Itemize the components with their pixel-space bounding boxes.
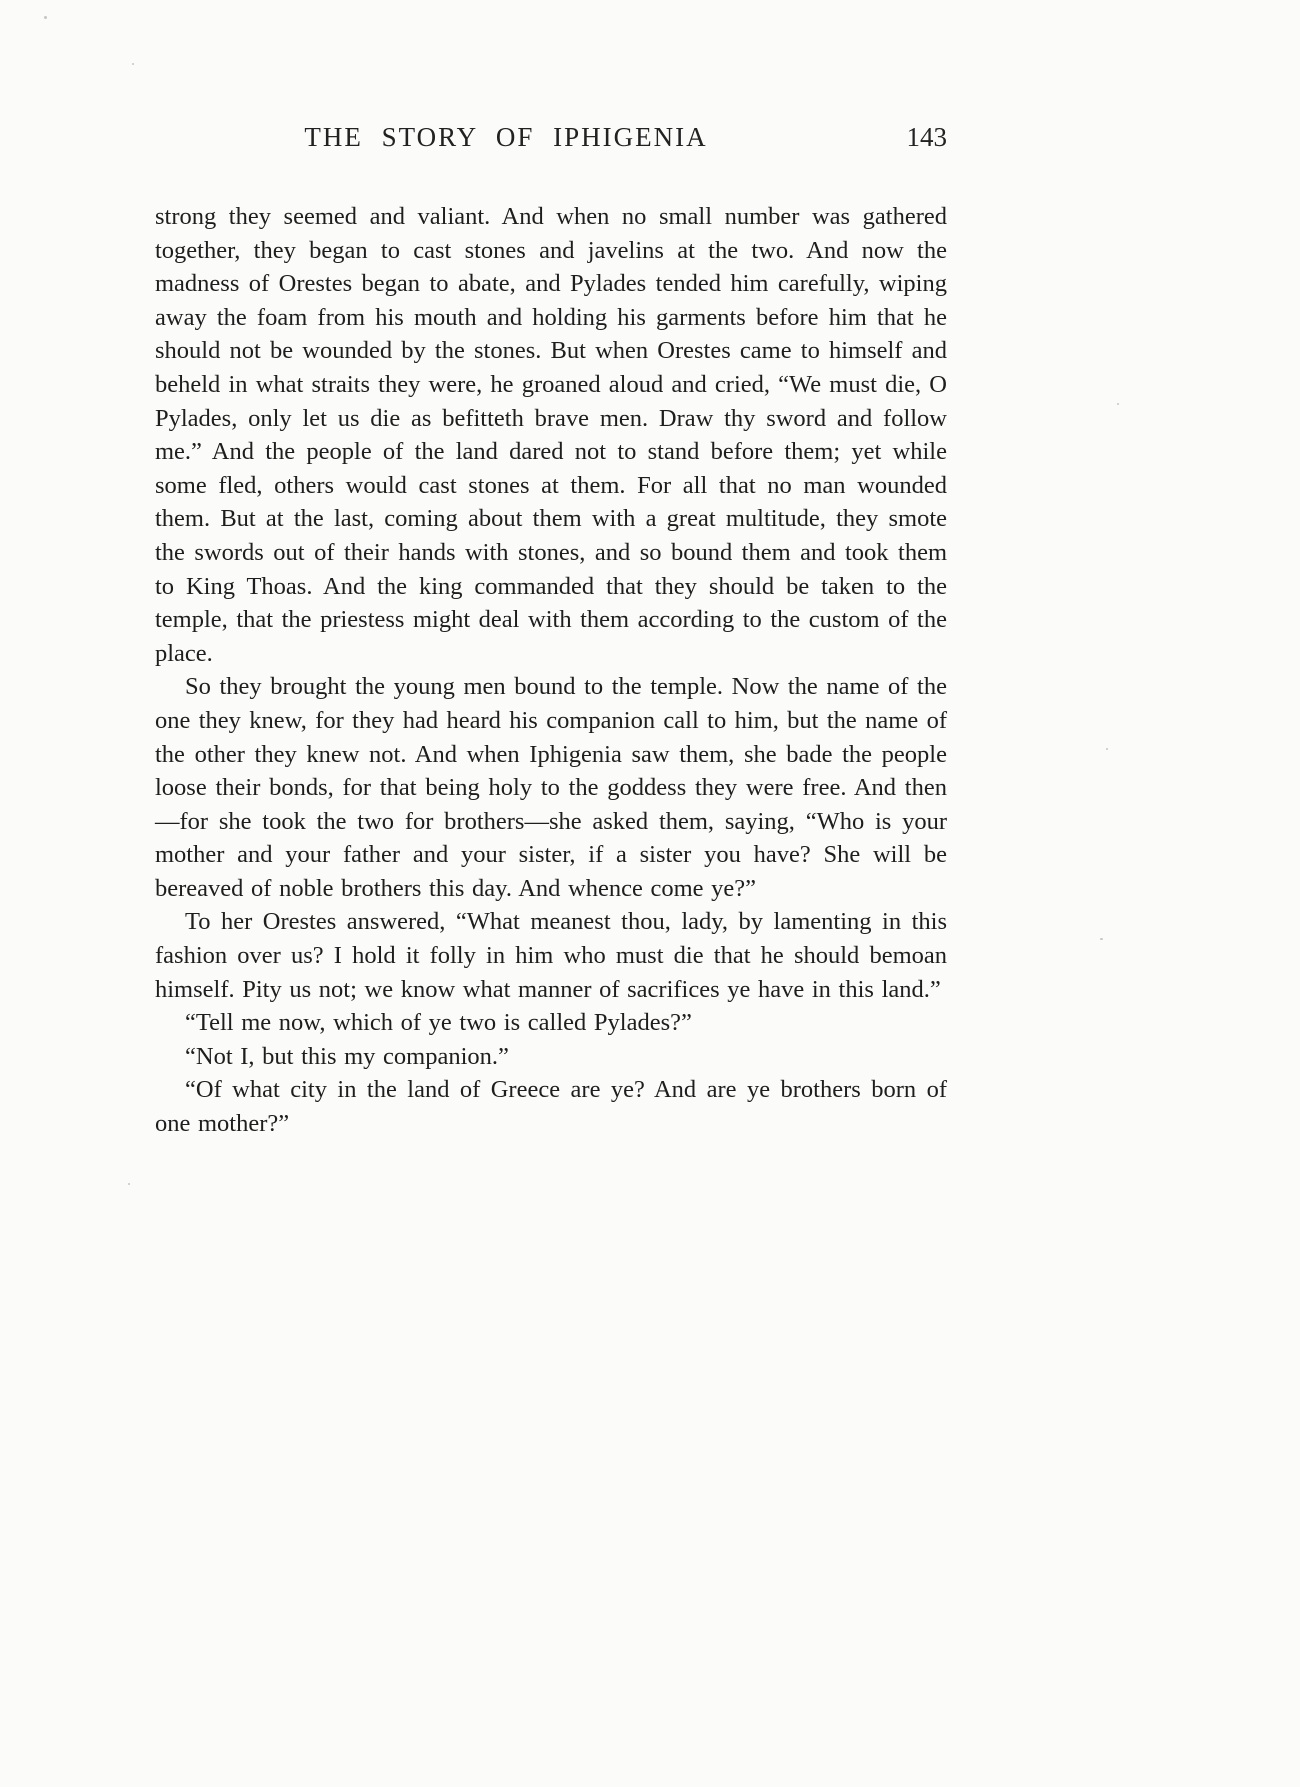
scan-speck [1117,403,1119,405]
scan-speck [132,63,134,65]
paragraph-6: “Of what city in the land of Greece are ye? And are ye brothers born of one mother?” [155,1076,947,1138]
page-body [155,200,947,1141]
scan-speck [44,16,47,19]
paragraph-5: “Not I, but this my companion.” [185,1042,509,1070]
paragraph-2: So they brought the young men bound to the temple. Now the name of the one they knew, for they had heard his companion call to him, but the name of the other they knew not. And when Iphigenia saw them, she bade the people loose their bonds, for that being holy to the goddess they were free. And then—for she took the two for brothers—she asked them, saying, “Who is your mother and your father and your sister, if a sister you have? She will be bereaved of noble brothers this day. And whence come ye?” [155,673,947,902]
paragraph-3: To her Orestes answered, “What meanest thou, lady, by lamenting in this fashion over us? I hold it folly in him who must die that he should bemoan himself. Pity us not; we know what manner of sacrifices ye have in this land.” [155,908,947,1003]
running-head [155,122,947,162]
scan-speck [128,1183,130,1185]
paragraph-4: “Tell me now, which of ye two is called Pylades?” [185,1009,692,1037]
scan-speck [1106,748,1108,750]
page-title: THE STORY OF IPHIGENIA [304,122,708,152]
paragraph-1: strong they seemed and valiant. And when no small number was gathered together, they began to cast stones and javelins at the two. And now the madness of Orestes began to abate, and Pylades tended him carefully, wiping away the foam from his mouth and holding his garments before him that he should not be wounded by the stones. But when Orestes came to himself and beheld in what straits they were, he groaned aloud and cried, “We must die, O Pylades, only let us die as befitteth brave men. Draw thy sword and follow me.” And the people of the land dared not to stand before them; yet while some fled, others would cast stones at them. For all that no man wounded them. But at the last, coming about them with a great multitude, they smote the swords out of their hands with stones, and so bound them and took them to King Thoas. And the king commanded that they should be taken to the temple, that the priestess might deal with them according to the custom of the place. [155,203,947,667]
scan-speck [1100,938,1103,940]
text-block [155,122,947,1141]
page-number: 143 [906,122,947,152]
